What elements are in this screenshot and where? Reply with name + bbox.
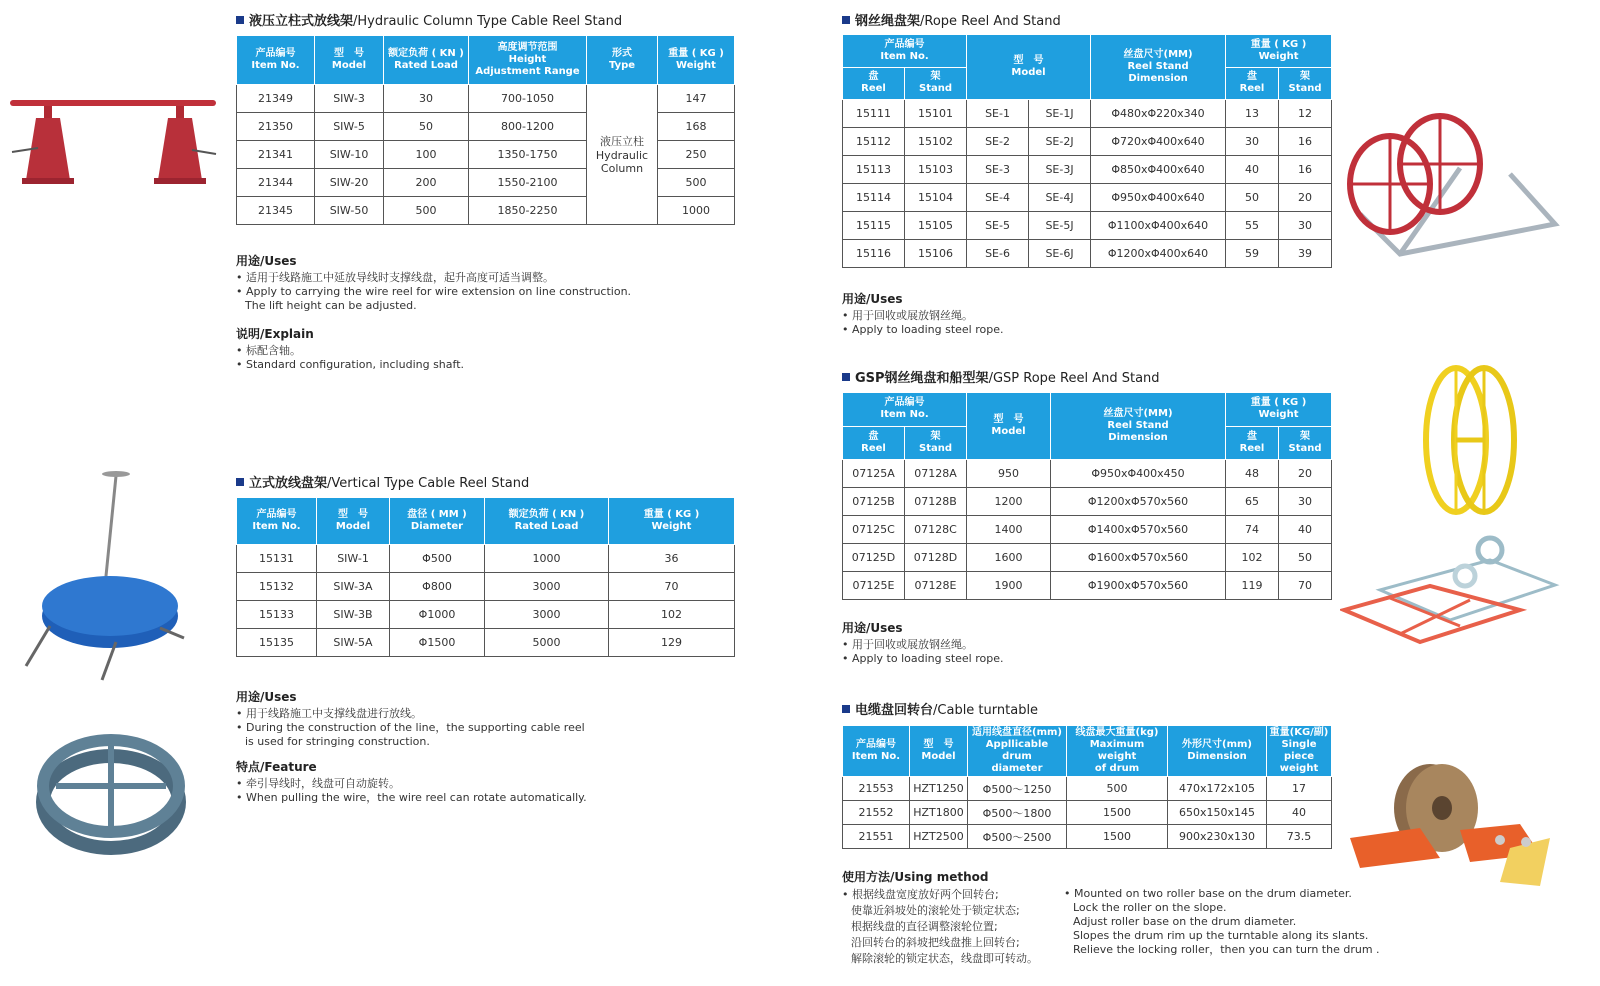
yellow-reel-image: [1420, 360, 1520, 520]
table-cell: 59: [1226, 239, 1279, 267]
table-row: [237, 84, 735, 112]
table-cell: 100: [384, 140, 469, 168]
table-cell: 21552: [843, 801, 910, 825]
table-cell: 147: [658, 84, 735, 112]
table-row: [843, 825, 1332, 849]
col-weight: 重量 ( KG ) Weight: [1226, 393, 1332, 426]
gsp-section-title: GSP钢丝绳盘和船型架/GSP Rope Reel And Stand: [842, 367, 1160, 386]
col-header-2: 盘径 ( MM ) Diameter: [390, 498, 485, 544]
table-row: [843, 99, 1332, 127]
table-row: [843, 155, 1332, 183]
col-dimension: 丝盘尺寸(MM) Reel Stand Dimension: [1091, 35, 1226, 99]
table-cell: SE-5: [967, 211, 1029, 239]
table-cell: Φ950xΦ400x450: [1051, 459, 1226, 487]
table-cell: Φ1200xΦ400x640: [1091, 239, 1226, 267]
table-cell: 1550-2100: [469, 168, 587, 196]
table-cell: 1350-1750: [469, 140, 587, 168]
table-cell: HZT1250: [910, 777, 968, 801]
table-cell: 15115: [843, 211, 905, 239]
method-en: • Mounted on two roller base on the drum diameter. Lock the roller on the slope. Adjust roller base on the drum diameter. Slopes the drum rim up the turntable along its slants. Relieve the locking roller，then you can turn the drum .: [1064, 887, 1380, 956]
col-weight-stand: 架 Stand: [1279, 67, 1332, 99]
col-header-0: 产品编号 Item No.: [237, 498, 317, 544]
table-cell: 07125B: [843, 487, 905, 515]
table-cell: 13: [1226, 99, 1279, 127]
table-cell: 74: [1226, 515, 1279, 543]
table-cell: 40: [1267, 801, 1332, 825]
table-cell: 20: [1279, 459, 1332, 487]
rope-section-title: 钢丝绳盘架/Rope Reel And Stand: [842, 10, 1061, 29]
title-square-icon: [236, 478, 244, 486]
table-cell: Φ500～2500: [968, 825, 1067, 849]
table-cell: 21553: [843, 777, 910, 801]
table-cell: Φ1100xΦ400x640: [1091, 211, 1226, 239]
hydraulic-stand-image: [8, 92, 218, 192]
table-cell: SE-4: [967, 183, 1029, 211]
col-header-1: 型 号 Model: [910, 726, 968, 777]
table-cell: Φ1600xΦ570x560: [1051, 543, 1226, 571]
table-cell: Φ500: [390, 544, 485, 572]
table-cell: 48: [1226, 459, 1279, 487]
table-cell: 168: [658, 112, 735, 140]
ring-turntable-image: [36, 720, 186, 860]
table-row: [237, 196, 735, 224]
turntable-method: 使用方法/Using method • 根据线盘宽度放好两个回转台; 使靠近斜坡处的滚轮处于锁定状态; 根据线盘的直径调整滚轮位置; 沿回转台的斜坡把线盘推上回转台; 解除滚轮的锁定状态，线盘即可转动。 • Mounted on two roller base on the drum diameter. Lock the roller on the slope. Adjust roller base on the drum diameter. Slopes the drum rim up the turntable along its slants. Relieve the locking roller，then you can turn the drum .: [842, 870, 1380, 965]
vertical-feature: 特点/Feature • 牵引导线时，线盘可自动旋转。 • When pulling the wire，the wire reel can rotate automatically.: [236, 760, 587, 804]
table-cell: 15116: [843, 239, 905, 267]
col-weight-reel: 盘 Reel: [1226, 67, 1279, 99]
table-cell: SE-2J: [1029, 127, 1091, 155]
col-item-stand: 架 Stand: [905, 67, 967, 99]
col-header-2: 适用线盘直径(mm) Appllicable drum diameter: [968, 726, 1067, 777]
table-cell: SIW-5A: [317, 628, 390, 656]
table-cell: 15113: [843, 155, 905, 183]
table-cell: 21344: [237, 168, 315, 196]
col-header-3: 线盘最大重量(kg) Maximum weight of drum: [1067, 726, 1168, 777]
table-cell: 70: [1279, 571, 1332, 599]
table-cell: 1500: [1067, 801, 1168, 825]
table-cell: 15103: [905, 155, 967, 183]
hydraulic-section-title: 液压立柱式放线架/Hydraulic Column Type Cable Reel Stand: [236, 10, 622, 29]
table-cell: 65: [1226, 487, 1279, 515]
vertical-section-title: 立式放线盘架/Vertical Type Cable Reel Stand: [236, 472, 529, 491]
table-cell: Φ800: [390, 572, 485, 600]
table-cell: SIW-3: [315, 84, 384, 112]
table-cell: HZT2500: [910, 825, 968, 849]
table-row: [843, 183, 1332, 211]
hydraulic-spec-table: [236, 36, 735, 225]
table-row: [237, 544, 735, 572]
title-square-icon: [842, 705, 850, 713]
table-cell: 73.5: [1267, 825, 1332, 849]
table-cell: 470x172x105: [1168, 777, 1267, 801]
table-cell: 70: [609, 572, 735, 600]
table-cell: 50: [1279, 543, 1332, 571]
table-row: [237, 140, 735, 168]
turntable-spec-table: [842, 726, 1332, 849]
table-cell: 16: [1279, 127, 1332, 155]
table-cell: 36: [609, 544, 735, 572]
table-row: [237, 572, 735, 600]
col-item-no: 产品编号 Item No.: [843, 393, 967, 426]
table-cell: 21345: [237, 196, 315, 224]
table-cell: 500: [1067, 777, 1168, 801]
table-cell: 39: [1279, 239, 1332, 267]
vertical-uses: 用途/Uses • 用于线路施工中支撑线盘进行放线。 • During the construction of the line，the supporting cable reel is used for stringing construction.: [236, 690, 585, 748]
col-header-3: 额定负荷 ( KN ) Rated Load: [485, 498, 609, 544]
boat-stand-image: [1340, 530, 1560, 650]
table-cell: 50: [384, 112, 469, 140]
table-cell: 200: [384, 168, 469, 196]
vertical-stand-image: [20, 466, 190, 686]
col-header-4: 形式 Type: [587, 36, 658, 84]
table-cell: HZT1800: [910, 801, 968, 825]
table-cell: 15111: [843, 99, 905, 127]
table-cell: 1400: [967, 515, 1051, 543]
table-cell: 950: [967, 459, 1051, 487]
hydraulic-explain: 说明/Explain • 标配含轴。 • Standard configuration, including shaft.: [236, 327, 465, 371]
table-cell: SE-6J: [1029, 239, 1091, 267]
table-row: [237, 112, 735, 140]
col-header-5: 重量 ( KG ) Weight: [658, 36, 735, 84]
table-cell: 21350: [237, 112, 315, 140]
table-row: [843, 801, 1332, 825]
table-row: [843, 571, 1332, 599]
table-cell: 15132: [237, 572, 317, 600]
table-cell: 1200: [967, 487, 1051, 515]
table-cell: 500: [658, 168, 735, 196]
table-cell: 1600: [967, 543, 1051, 571]
table-cell: 102: [1226, 543, 1279, 571]
table-cell: 15104: [905, 183, 967, 211]
table-cell: 15133: [237, 600, 317, 628]
turntable-section-title: 电缆盘回转台/Cable turntable: [842, 699, 1038, 718]
table-row: [843, 515, 1332, 543]
table-cell: 500: [384, 196, 469, 224]
col-header-5: 重量(KG/副) Single piece weight: [1267, 726, 1332, 777]
table-cell: 55: [1226, 211, 1279, 239]
table-row: [843, 487, 1332, 515]
table-cell: 17: [1267, 777, 1332, 801]
table-cell: 700-1050: [469, 84, 587, 112]
col-item-reel: 盘 Reel: [843, 426, 905, 459]
table-cell: 1000: [658, 196, 735, 224]
col-header-4: 外形尺寸(mm) Dimension: [1168, 726, 1267, 777]
table-cell: 15102: [905, 127, 967, 155]
method-columns: [842, 887, 1380, 967]
col-weight: 重量 ( KG ) Weight: [1226, 35, 1332, 67]
table-cell: 15101: [905, 99, 967, 127]
table-cell: Φ720xΦ400x640: [1091, 127, 1226, 155]
table-row: [843, 211, 1332, 239]
col-weight-stand: 架 Stand: [1279, 426, 1332, 459]
table-cell: 129: [609, 628, 735, 656]
table-cell: Φ480xΦ220x340: [1091, 99, 1226, 127]
table-cell: 15105: [905, 211, 967, 239]
table-cell: 30: [1226, 127, 1279, 155]
col-item-reel: 盘 Reel: [843, 67, 905, 99]
col-model: 型 号 Model: [967, 35, 1091, 99]
table-cell: SE-1: [967, 99, 1029, 127]
table-cell: Φ1200xΦ570x560: [1051, 487, 1226, 515]
table-cell: SIW-50: [315, 196, 384, 224]
table-cell: Φ950xΦ400x640: [1091, 183, 1226, 211]
col-item-stand: 架 Stand: [905, 426, 967, 459]
table-cell: SIW-1: [317, 544, 390, 572]
gsp-spec-table: [842, 393, 1332, 600]
table-cell: 5000: [485, 628, 609, 656]
rope-spec-table: [842, 35, 1332, 268]
vertical-spec-table: [236, 498, 735, 657]
col-header-0: 产品编号 Item No.: [237, 36, 315, 84]
table-row: [237, 168, 735, 196]
table-cell: 3000: [485, 572, 609, 600]
col-model: 型 号 Model: [967, 393, 1051, 459]
table-cell: Φ1000: [390, 600, 485, 628]
table-cell: Φ500～1800: [968, 801, 1067, 825]
table-cell: Φ850xΦ400x640: [1091, 155, 1226, 183]
title-square-icon: [842, 16, 850, 24]
table-cell: 12: [1279, 99, 1332, 127]
table-cell: SIW-3B: [317, 600, 390, 628]
table-cell: 650x150x145: [1168, 801, 1267, 825]
table-cell: 3000: [485, 600, 609, 628]
table-cell: 250: [658, 140, 735, 168]
table-cell: 800-1200: [469, 112, 587, 140]
table-cell: 15106: [905, 239, 967, 267]
col-dimension: 丝盘尺寸(MM) Reel Stand Dimension: [1051, 393, 1226, 459]
rope-reel-image: [1340, 104, 1560, 274]
table-cell: SIW-3A: [317, 572, 390, 600]
table-cell: 30: [1279, 487, 1332, 515]
table-cell: SE-3J: [1029, 155, 1091, 183]
table-cell: 07125C: [843, 515, 905, 543]
gsp-uses: 用途/Uses • 用于回收或展放钢丝绳。 • Apply to loading steel rope.: [842, 621, 1004, 665]
table-cell: 1850-2250: [469, 196, 587, 224]
table-cell: 900x230x130: [1168, 825, 1267, 849]
table-cell: Φ500～1250: [968, 777, 1067, 801]
table-row: [237, 628, 735, 656]
table-cell: 30: [1279, 211, 1332, 239]
table-cell: SE-1J: [1029, 99, 1091, 127]
table-cell: 15131: [237, 544, 317, 572]
table-cell: SIW-10: [315, 140, 384, 168]
table-cell: 21551: [843, 825, 910, 849]
type-cell: 液压立柱 Hydraulic Column: [587, 84, 658, 224]
table-cell: SE-6: [967, 239, 1029, 267]
table-cell: 119: [1226, 571, 1279, 599]
table-cell: 1900: [967, 571, 1051, 599]
table-cell: 40: [1279, 515, 1332, 543]
cable-turntable-image: [1350, 758, 1550, 888]
col-header-2: 额定负荷 ( KN ) Rated Load: [384, 36, 469, 84]
table-cell: 07128A: [905, 459, 967, 487]
col-header-4: 重量 ( KG ) Weight: [609, 498, 735, 544]
table-row: [237, 600, 735, 628]
table-cell: 07128B: [905, 487, 967, 515]
table-cell: 1000: [485, 544, 609, 572]
col-header-3: 高度调节范围 Height Adjustment Range: [469, 36, 587, 84]
table-row: [843, 777, 1332, 801]
table-cell: Φ1400xΦ570x560: [1051, 515, 1226, 543]
table-cell: 07128D: [905, 543, 967, 571]
rope-uses: 用途/Uses • 用于回收或展放钢丝绳。 • Apply to loading steel rope.: [842, 292, 1004, 336]
title-square-icon: [842, 373, 850, 381]
col-header-0: 产品编号 Item No.: [843, 726, 910, 777]
table-cell: SE-2: [967, 127, 1029, 155]
col-header-1: 型 号 Model: [315, 36, 384, 84]
table-cell: SE-4J: [1029, 183, 1091, 211]
col-weight-reel: 盘 Reel: [1226, 426, 1279, 459]
table-cell: 16: [1279, 155, 1332, 183]
title-square-icon: [236, 16, 244, 24]
col-header-1: 型 号 Model: [317, 498, 390, 544]
table-cell: Φ1900xΦ570x560: [1051, 571, 1226, 599]
table-cell: 30: [384, 84, 469, 112]
table-cell: 15112: [843, 127, 905, 155]
hydraulic-uses: 用途/Uses • 适用于线路施工中延放导线时支撑线盘，起升高度可适当调整。 • Apply to carrying the wire reel for wire extension on line construction. The lift height can be adjusted.: [236, 254, 632, 312]
table-cell: SIW-20: [315, 168, 384, 196]
table-row: [843, 239, 1332, 267]
table-cell: 07125E: [843, 571, 905, 599]
table-cell: 15114: [843, 183, 905, 211]
table-cell: SE-3: [967, 155, 1029, 183]
col-item-no: 产品编号 Item No.: [843, 35, 967, 67]
table-cell: 1500: [1067, 825, 1168, 849]
table-cell: 07128E: [905, 571, 967, 599]
table-row: [843, 543, 1332, 571]
table-cell: 07125D: [843, 543, 905, 571]
table-cell: 102: [609, 600, 735, 628]
table-cell: 40: [1226, 155, 1279, 183]
table-row: [843, 459, 1332, 487]
table-cell: 20: [1279, 183, 1332, 211]
table-row: [843, 127, 1332, 155]
table-cell: 07125A: [843, 459, 905, 487]
method-cn: • 根据线盘宽度放好两个回转台; 使靠近斜坡处的滚轮处于锁定状态; 根据线盘的直径调整滚轮位置; 沿回转台的斜坡把线盘推上回转台; 解除滚轮的锁定状态，线盘即可转动。: [842, 888, 1038, 965]
table-cell: 15135: [237, 628, 317, 656]
table-cell: SIW-5: [315, 112, 384, 140]
table-cell: SE-5J: [1029, 211, 1091, 239]
table-cell: 50: [1226, 183, 1279, 211]
table-cell: 07128C: [905, 515, 967, 543]
table-cell: 21341: [237, 140, 315, 168]
table-cell: Φ1500: [390, 628, 485, 656]
table-cell: 21349: [237, 84, 315, 112]
